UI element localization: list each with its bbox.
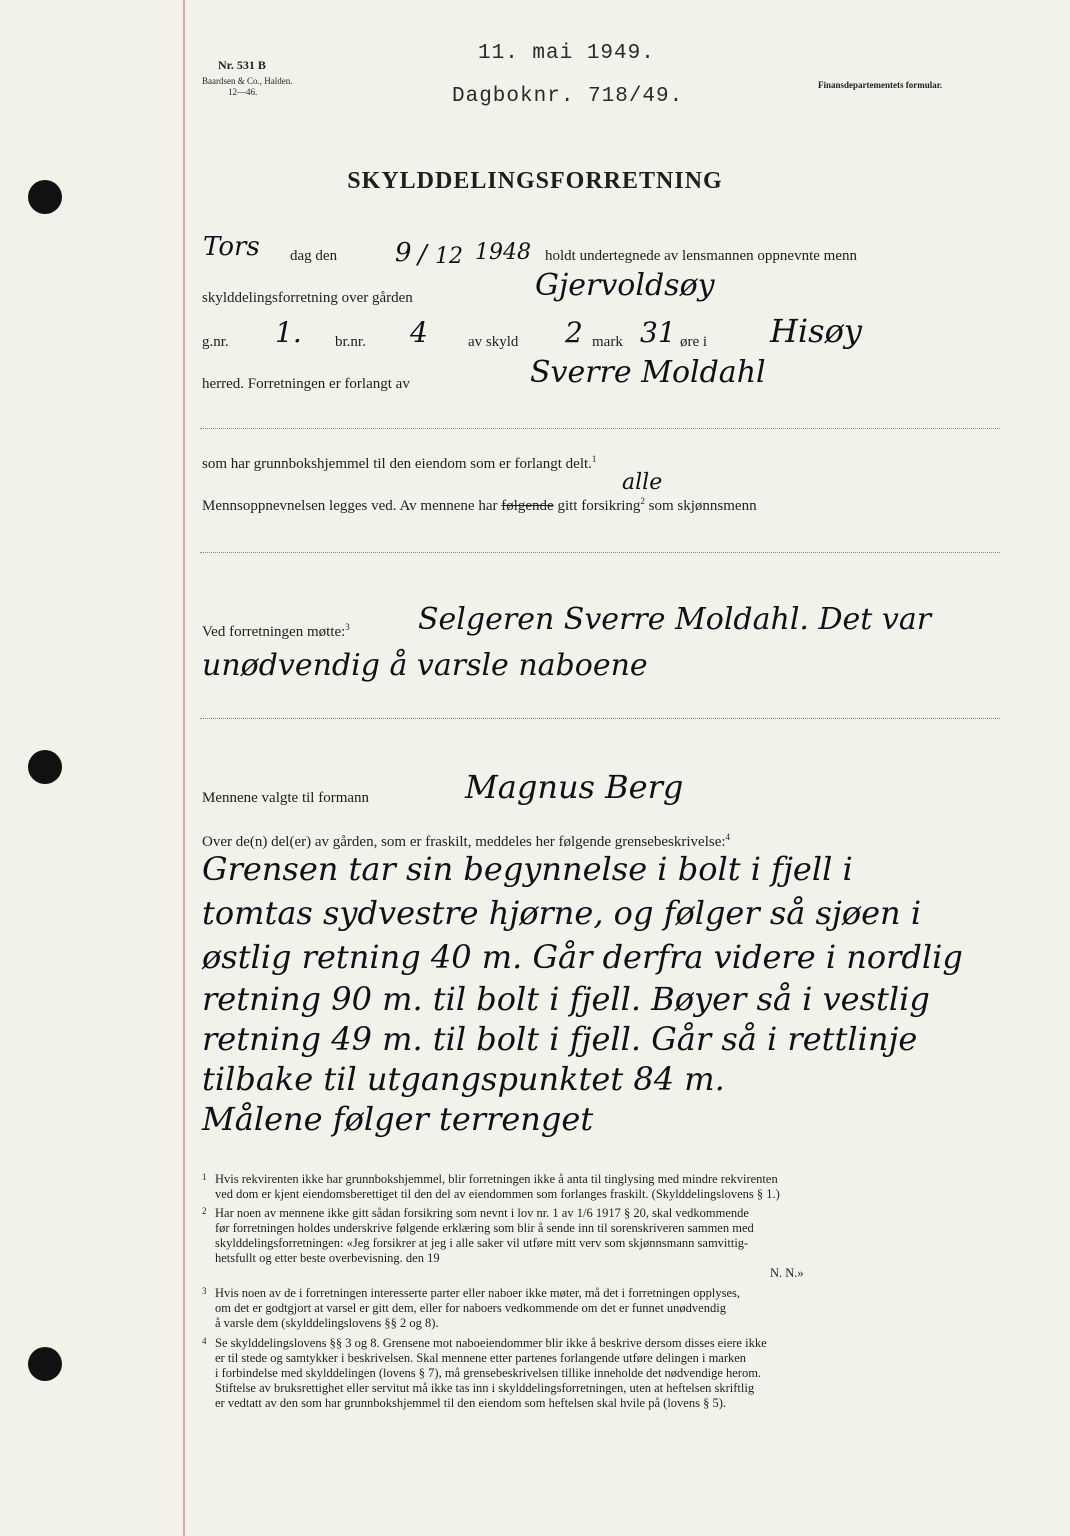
punch-hole-middle [28, 750, 62, 784]
footnote-4-mark: 4 [202, 1336, 207, 1346]
dotted-line [200, 428, 1000, 429]
requester-handwritten: Sverre Moldahl [530, 355, 766, 390]
footnote-1-mark: 1 [202, 1172, 207, 1182]
brnr-handwritten: 4 [410, 316, 428, 349]
boundary-line-6: tilbake til utgangspunktet 84 m. [202, 1060, 725, 1098]
chairman-label: Mennene valgte til formann [202, 790, 370, 806]
alle-handwritten: alle [622, 470, 663, 495]
ore-label: øre i [680, 334, 708, 350]
year-handwritten: 1948 [475, 240, 531, 265]
place-handwritten: Tors [203, 232, 260, 262]
boundary-line-1: Grensen tar sin begynnelse i bolt i fjell i [202, 850, 853, 888]
farm-label: skylddelingsforretning over gården [202, 290, 413, 306]
skyld-label: av skyld [468, 334, 519, 350]
footnote-4: Se skylddelingslovens §§ 3 og 8. Grensene mot naboeiendommer blir ikke å beskrive dersom disses eiere ikke er til stede og samtykker i beskrivelsen. Skal mennene etter partenes forlangende utføre delingen i marken i forbindelse med skylddelingen (lovens § 7), må grensebeskrivelsen tillike inneholde det nødvendige herom. Stiftelse av bruksrettighet eller servitut må ikke tas inn i skylddelingsforretningen, uten at heftelsen skriftlig er vedtatt av den som har grunnbokshjemmel til den eiendom som heftelsen skal hvile på (lovens § 5). [215, 1336, 767, 1410]
mark-label: mark [592, 334, 623, 350]
dotted-line [200, 718, 1000, 719]
boundary-line-3: østlig retning 40 m. Går derfra videre i nordlig [202, 938, 963, 976]
print-code: 12—46. [228, 87, 258, 97]
punch-hole-bottom [28, 1347, 62, 1381]
date-stamp: 11. mai 1949. [478, 42, 655, 65]
gnr-label: g.nr. [202, 334, 229, 350]
brnr-label: br.nr. [335, 334, 366, 350]
dotted-line [200, 552, 1000, 553]
footnote-1: Hvis rekvirenten ikke har grunnbokshjemmel, blir forretningen ikke å anta til tinglysing med mindre rekvirenten ved dom er kjent eiendomsberettiget til den del av eiendommen som forlanges fraskilt. (Skylddelingslovens § 1.) [215, 1172, 780, 1201]
day-label: dag den [290, 248, 338, 264]
attended-line-1: Selgeren Sverre Moldahl. Det var [418, 602, 932, 637]
boundary-line-2: tomtas sydvestre hjørne, og følger så sjøen i [202, 894, 922, 932]
date-slash: / [418, 240, 427, 270]
attended-line-2: unødvendig å varsle naboene [202, 648, 648, 683]
skyld-ore-handwritten: 31 [640, 316, 676, 349]
document-title: SKYLDDELINGSFORRETNING [347, 168, 723, 194]
form-number: Nr. 531 B [218, 58, 266, 72]
gnr-handwritten: 1. [275, 316, 302, 349]
journal-number-stamp: Dagboknr. 718/49. [452, 85, 684, 108]
requested-by-label: herred. Forretningen er forlangt av [202, 376, 410, 392]
boundary-line-7: Målene følger terrenget [202, 1100, 594, 1138]
ministry-form-label: Finansdepartementets formular. [818, 80, 943, 90]
attended-label: Ved forretningen møtte:$^3$ [202, 622, 350, 640]
month-handwritten: 12 [435, 244, 463, 269]
herred-handwritten: Hisøy [770, 312, 862, 350]
day-handwritten: 9 [395, 238, 412, 268]
margin-line [183, 0, 185, 1536]
boundary-line-4: retning 90 m. til bolt i fjell. Bøyer så i vestlig [202, 980, 930, 1018]
farm-handwritten: Gjervoldsøy [535, 268, 715, 303]
struck-word: følgende [501, 498, 554, 514]
publisher: Baardsen & Co., Halden. [202, 76, 293, 86]
chairman-handwritten: Magnus Berg [465, 768, 684, 806]
title-deed-text: som har grunnbokshjemmel til den eiendom som er forlangt delt.$^1$ [202, 454, 597, 472]
appointed-men-text: holdt undertegnede av lensmannen oppnevnte menn [545, 248, 857, 264]
skyld-mark-handwritten: 2 [565, 316, 583, 349]
footnote-3: Hvis noen av de i forretningen interesserte parter eller naboer ikke møter, må det i forretningen opplyses, om det er godtgjort at varsel er gitt dem, eller for naboers vedkommende om det er funnet unødvendig å varsle dem (skylddelingslovens §§ 2 og 8). [215, 1286, 741, 1330]
footnote-2-mark: 2 [202, 1206, 207, 1216]
footnote-3-mark: 3 [202, 1286, 207, 1296]
boundary-line-5: retning 49 m. til bolt i fjell. Går så i rettlinje [202, 1020, 918, 1058]
appointment-text: Mennsoppnevnelsen legges ved. Av mennene har følgende gitt forsikring$^2$ som skjønnsmenn [202, 496, 757, 514]
footnote-2: Har noen av mennene ikke gitt sådan forsikring som nevnt i lov nr. 1 av 1/6 1917 § 20, skal vedkommende før forretningen holdes underskrive følgende erklæring som blir å sende inn til sorenskriveren sammen med skylddelingsforretningen: «Jeg forsikrer at jeg i alle saker vil utføre mitt verv som skjønnsmann samvittig- hetsfullt og etter beste overbevisning. den 19 N. N.» [215, 1206, 804, 1280]
boundary-label: Over de(n) del(er) av gården, som er fraskilt, meddeles her følgende grensebeskrivelse:$^4$ [202, 832, 731, 850]
